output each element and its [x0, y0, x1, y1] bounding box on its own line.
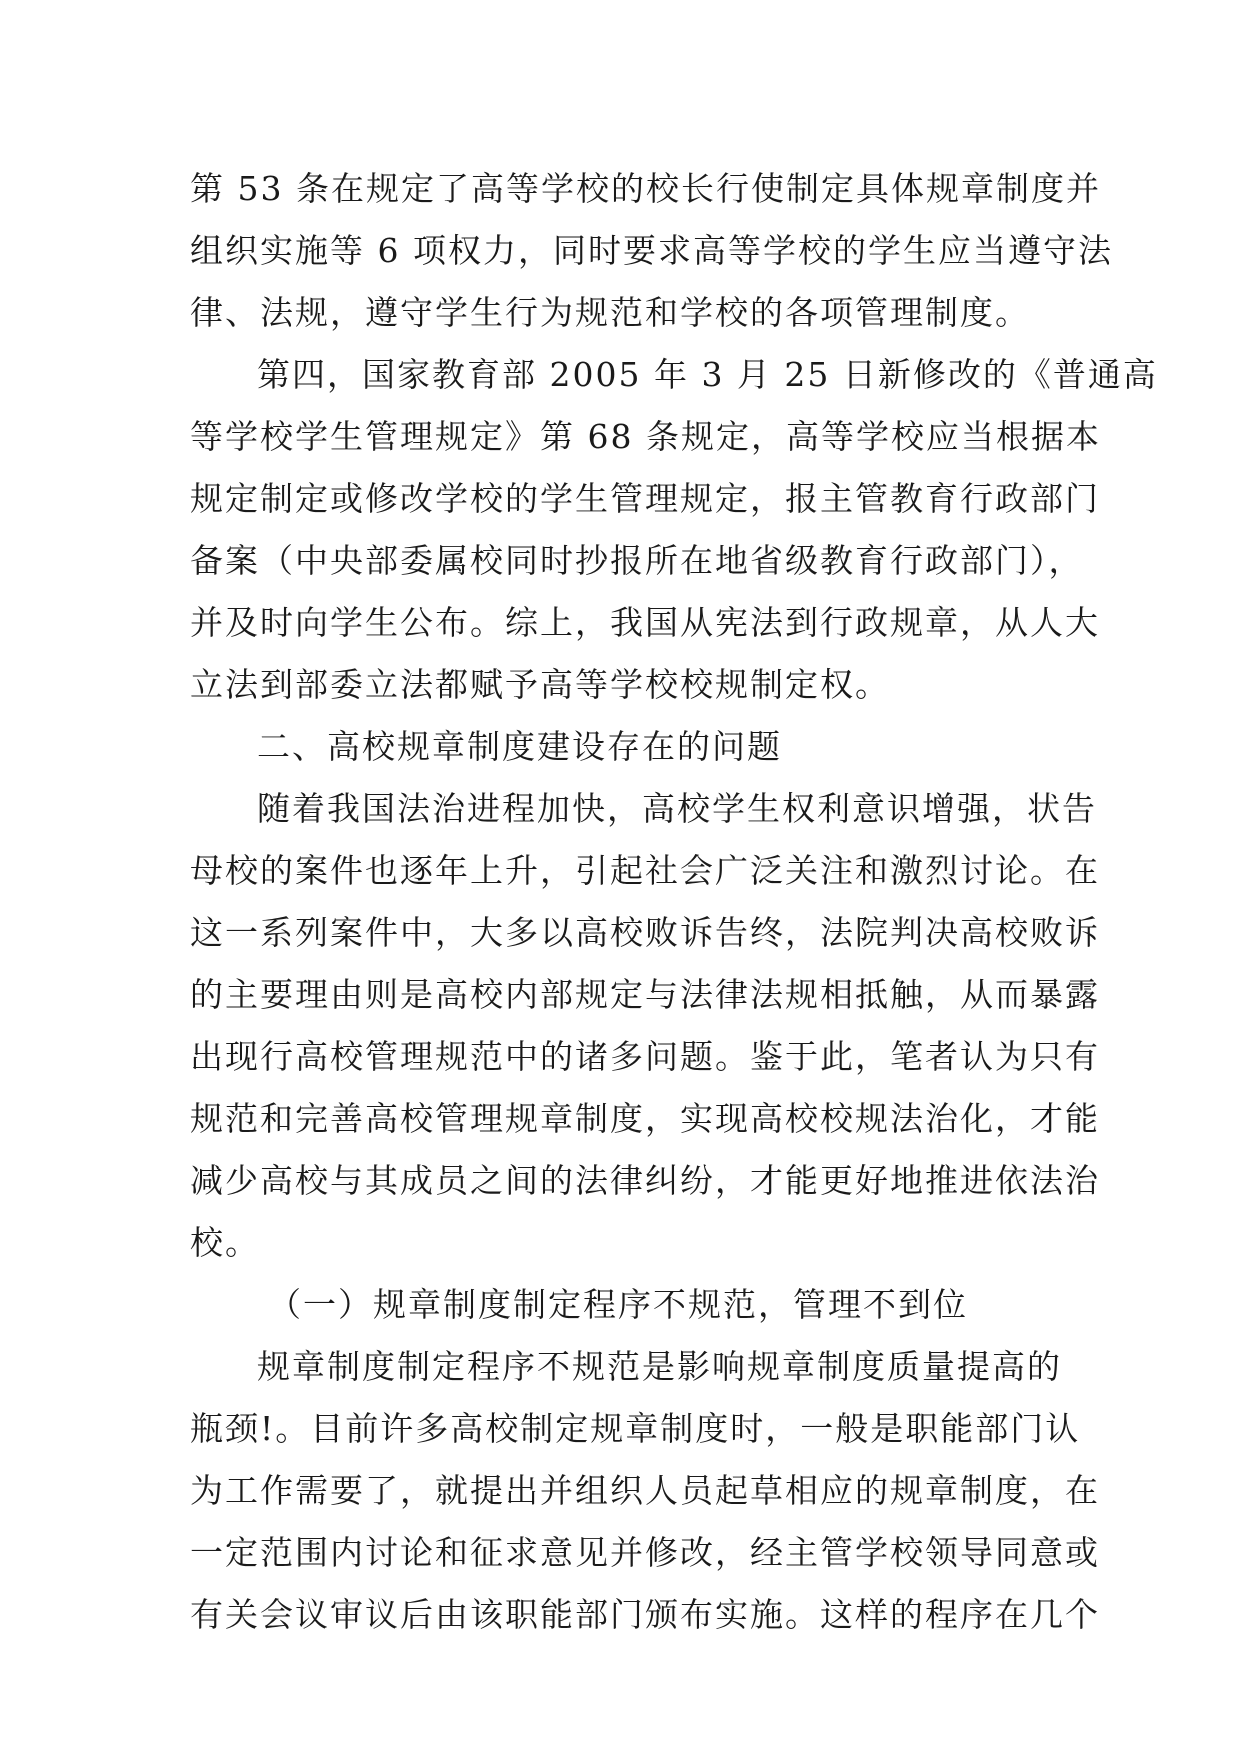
document-page — [190, 158, 1158, 1646]
text-line: 并及时向学生公布。综上，我国从宪法到行政规章，从人大 — [190, 603, 1100, 642]
text-line: 减少高校与其成员之间的法律纠纷，才能更好地推进依法治 — [190, 1161, 1100, 1200]
text-line: 为工作需要了，就提出并组织人员起草相应的规章制度，在 — [190, 1471, 1100, 1510]
text-line: 瓶颈!。目前许多高校制定规章制度时，一般是职能部门认 — [190, 1409, 1081, 1448]
text-line: 有关会议审议后由该职能部门颁布实施。这样的程序在几个 — [190, 1595, 1100, 1634]
subsection-heading: （一）规章制度制定程序不规范，管理不到位 — [268, 1285, 968, 1324]
text-line: 这一系列案件中，大多以高校败诉告终，法院判决高校败诉 — [190, 913, 1100, 952]
text-line: 律、法规，遵守学生行为规范和学校的各项管理制度。 — [190, 293, 1030, 332]
text-line: 组织实施等 6 项权力，同时要求高等学校的学生应当遵守法 — [190, 231, 1113, 270]
text-line: 一定范围内讨论和征求意见并修改，经主管学校领导同意或 — [190, 1533, 1100, 1572]
text-line: 立法到部委立法都赋予高等学校校规制定权。 — [190, 665, 890, 704]
text-line: 第 53 条在规定了高等学校的校长行使制定具体规章制度并 — [190, 169, 1101, 208]
text-line: 出现行高校管理规范中的诸多问题。鉴于此，笔者认为只有 — [190, 1037, 1100, 1076]
text-line: 规定制定或修改学校的学生管理规定，报主管教育行政部门 — [190, 479, 1100, 518]
text-line: 等学校学生管理规定》第 68 条规定，高等学校应当根据本 — [190, 417, 1101, 456]
text-line: 规范和完善高校管理规章制度，实现高校校规法治化，才能 — [190, 1099, 1100, 1138]
text-line: 备案（中央部委属校同时抄报所在地省级教育行政部门）， — [190, 541, 1084, 580]
text-line: 母校的案件也逐年上升，引起社会广泛关注和激烈讨论。在 — [190, 851, 1100, 890]
text-line: 校。 — [190, 1223, 260, 1262]
text-line: 第四，国家教育部 2005 年 3 月 25 日新修改的《普通高 — [257, 355, 1158, 394]
text-line: 随着我国法治进程加快，高校学生权利意识增强，状告 — [257, 789, 1097, 828]
text-line: 规章制度制定程序不规范是影响规章制度质量提高的 — [257, 1347, 1062, 1386]
section-heading: 二、高校规章制度建设存在的问题 — [257, 727, 782, 766]
text-line: 的主要理由则是高校内部规定与法律法规相抵触，从而暴露 — [190, 975, 1100, 1014]
